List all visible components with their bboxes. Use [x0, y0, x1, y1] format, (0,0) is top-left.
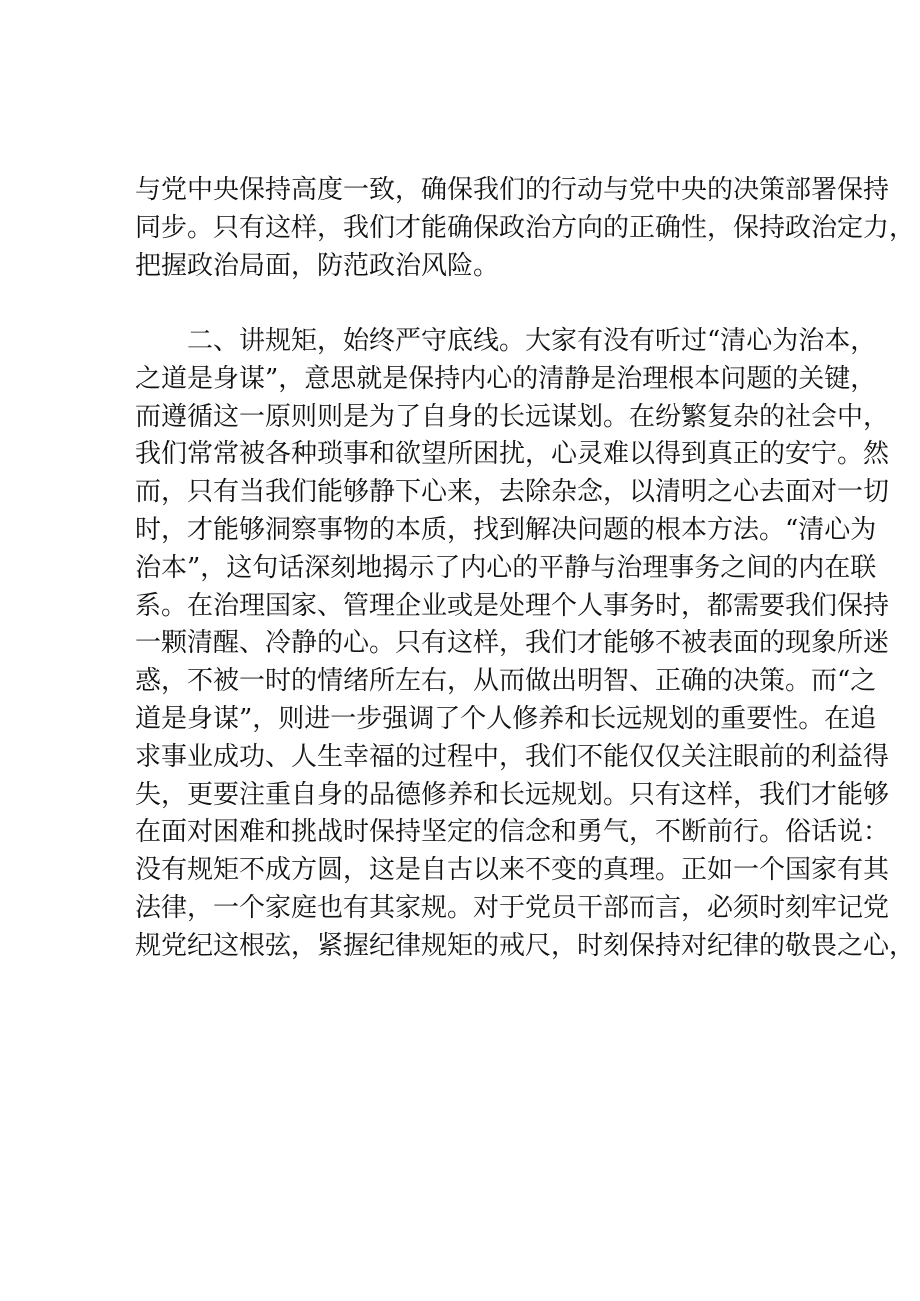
text-line: 而遵循这一原则则是为了自身的长远谋划。在纷繁复杂的社会中，: [135, 401, 890, 432]
text-line: 没有规矩不成方圆，这是自古以来不变的真理。正如一个国家有其: [135, 855, 890, 886]
paragraph-section-two: [135, 323, 916, 966]
text-line: 之道是身谋”，意思就是保持内心的清静是治理根本问题的关键，: [135, 363, 877, 394]
text-line: 一颗清醒、冷静的心。只有这样，我们才能够不被表面的现象所迷: [135, 628, 890, 659]
text-line: 系。在治理国家、管理企业或是处理个人事务时，都需要我们保持: [135, 590, 890, 621]
text-line: 与党中央保持高度一致，确保我们的行动与党中央的决策部署保持: [135, 175, 890, 205]
text-line: 惑，不被一时的情绪所左右，从而做出明智、正确的决策。而“之: [135, 666, 877, 697]
text-line: 规党纪这根弦，紧握纪律规矩的戒尺，时刻保持对纪律的敬畏之心，: [135, 930, 916, 961]
text-line: 同步。只有这样，我们才能确保政治方向的正确性，保持政治定力，: [135, 212, 916, 243]
text-line: 时，才能够洞察事物的本质，找到解决问题的根本方法。“清心为: [135, 514, 877, 545]
text-line: 我们常常被各种琐事和欲望所困扰，心灵难以得到真正的安宁。然: [135, 439, 890, 470]
text-line-first: 二、讲规矩，始终严守底线。大家有没有听过“清心为治本，: [187, 326, 877, 356]
text-line: 失，更要注重自身的品德修养和长远规划。只有这样，我们才能够: [135, 779, 890, 810]
text-line: 治本”，这句话深刻地揭示了内心的平静与治理事务之间的内在联: [135, 552, 877, 583]
text-line: 道是身谋”，则进一步强调了个人修养和长远规划的重要性。在追: [135, 703, 877, 734]
paragraph-continuation: [135, 172, 916, 285]
text-line: 在面对困难和挑战时保持坚定的信念和勇气，不断前行。俗话说：: [135, 817, 890, 848]
text-line: 法律，一个家庭也有其家规。对于党员干部而言，必须时刻牢记党: [135, 892, 890, 923]
text-line: 而，只有当我们能够静下心来，去除杂念，以清明之心去面对一切: [135, 477, 890, 508]
text-line: 把握政治局面，防范政治风险。: [135, 250, 500, 281]
text-line: 求事业成功、人生幸福的过程中，我们不能仅仅关注眼前的利益得: [135, 741, 890, 772]
